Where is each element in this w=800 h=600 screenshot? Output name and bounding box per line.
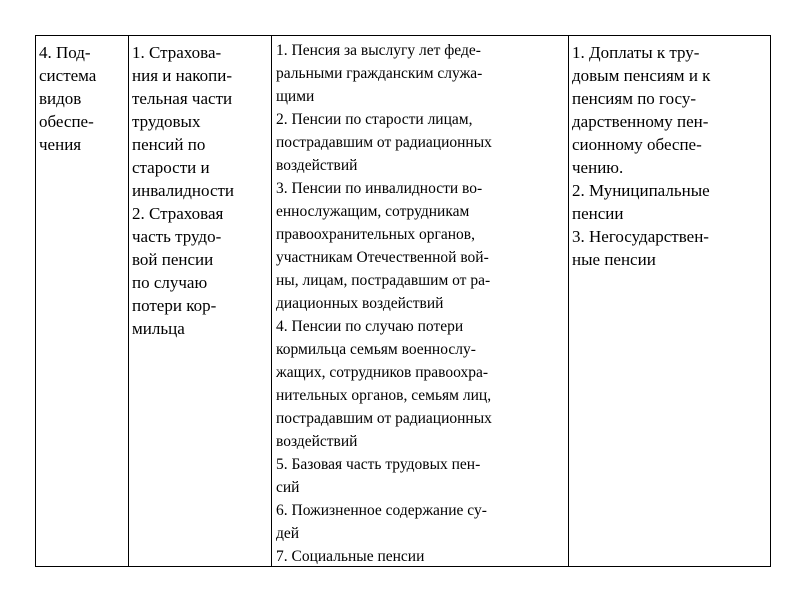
insurance-line: пенсий по xyxy=(132,135,206,154)
additional-pension-line: 3. Негосударствен- xyxy=(572,227,709,246)
state-pension-line: воздействий xyxy=(276,157,358,174)
state-pension-line: 5. Базовая часть трудовых пен- xyxy=(276,456,481,473)
insurance-line: по случаю xyxy=(132,273,208,292)
subsystem-line: система xyxy=(39,66,97,85)
insurance-line: вой пенсии xyxy=(132,250,214,269)
state-pension-line: нительных органов, семьям лиц, xyxy=(276,387,492,404)
state-pensions-column xyxy=(272,36,569,566)
insurance-line: тельная части xyxy=(132,89,233,108)
state-pension-line: участникам Отечественной вой- xyxy=(276,249,489,266)
subsystem-line: обеспе- xyxy=(39,112,94,131)
state-pension-line: 7. Социальные пенсии xyxy=(276,548,425,565)
state-pension-line: сий xyxy=(276,479,300,496)
additional-pension-line: чению. xyxy=(572,158,624,177)
insurance-line: 2. Страховая xyxy=(132,204,224,223)
state-pension-line: правоохранительных органов, xyxy=(276,226,475,243)
insurance-line: мильца xyxy=(132,319,185,338)
insurance-line: старости и xyxy=(132,158,210,177)
state-pension-line: дей xyxy=(276,525,300,542)
subsystem-column xyxy=(36,36,129,566)
subsystem-line: чения xyxy=(39,135,82,154)
additional-pension-line: пенсиям по госу- xyxy=(572,89,697,108)
insurance-line: потери кор- xyxy=(132,296,217,315)
state-pension-line: еннослужащим, сотрудникам xyxy=(276,203,470,220)
additional-pension-line: 1. Доплаты к тру- xyxy=(572,43,700,62)
subsystem-line: видов xyxy=(39,89,82,108)
state-pension-line: 4. Пенсии по случаю потери xyxy=(276,318,464,335)
state-pension-line: диационных воздействий xyxy=(276,295,444,312)
insurance-pensions-column xyxy=(129,36,272,566)
subsystem-line: 4. Под- xyxy=(39,43,91,62)
state-pension-line: 3. Пенсии по инвалидности во- xyxy=(276,180,483,197)
state-pension-line: пострадавшим от радиационных xyxy=(276,134,492,151)
insurance-line: 1. Страхова- xyxy=(132,43,222,62)
additional-pensions-column xyxy=(569,36,772,566)
state-pension-line: 6. Пожизненное содержание су- xyxy=(276,502,487,519)
state-pension-line: пострадавшим от радиационных xyxy=(276,410,492,427)
state-pension-line: 2. Пенсии по старости лицам, xyxy=(276,111,473,128)
insurance-line: часть трудо- xyxy=(132,227,222,246)
insurance-line: ния и накопи- xyxy=(132,66,233,85)
insurance-line: инвалидности xyxy=(132,181,235,200)
additional-pension-line: сионному обеспе- xyxy=(572,135,702,154)
state-pension-line: кормильца семьям военнослу- xyxy=(276,341,476,358)
pension-table xyxy=(35,35,771,567)
additional-pension-line: ные пенсии xyxy=(572,250,656,269)
state-pension-line: воздействий xyxy=(276,433,358,450)
insurance-line: трудовых xyxy=(132,112,201,131)
additional-pension-line: довым пенсиям и к xyxy=(572,66,711,85)
state-pension-line: щими xyxy=(276,88,315,105)
additional-pension-line: 2. Муниципальные xyxy=(572,181,710,200)
state-pension-line: ральными гражданским служа- xyxy=(276,65,483,82)
additional-pension-line: дарственному пен- xyxy=(572,112,709,131)
state-pension-line: ны, лицам, пострадавшим от ра- xyxy=(276,272,491,289)
state-pension-line: жащих, сотрудников правоохра- xyxy=(276,364,488,381)
state-pension-line: 1. Пенсия за выслугу лет феде- xyxy=(276,42,481,59)
additional-pension-line: пенсии xyxy=(572,204,624,223)
